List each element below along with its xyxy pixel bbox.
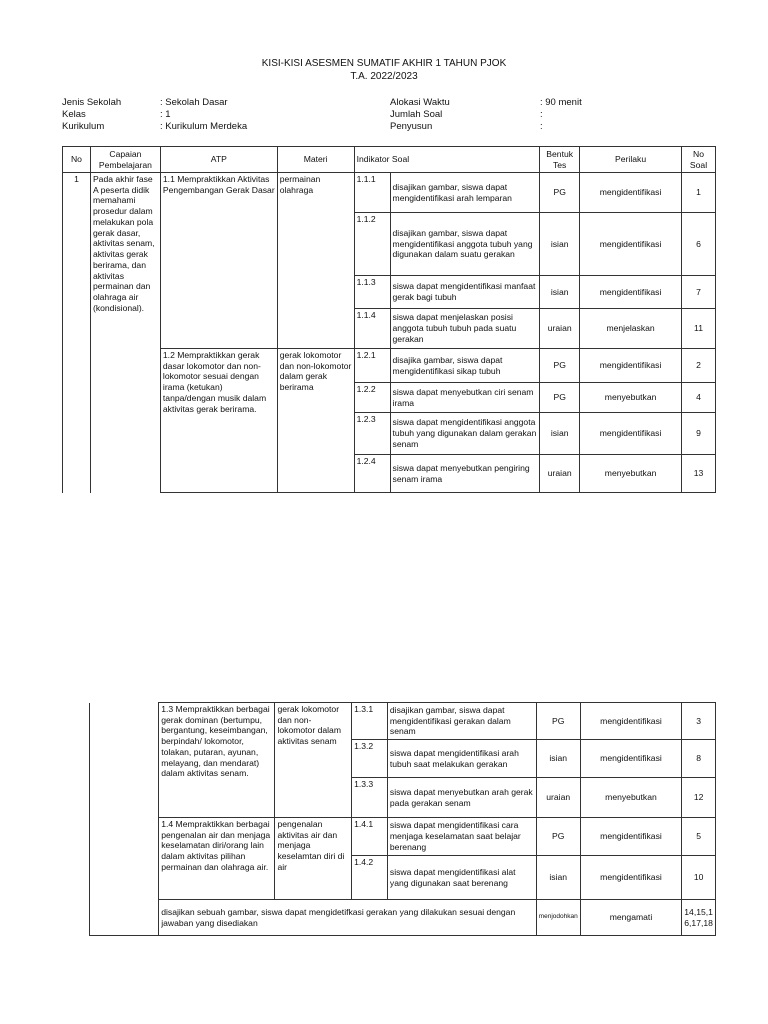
- no-soal: 10: [682, 856, 716, 900]
- no-soal: 3: [682, 703, 716, 740]
- indikator-code: 1.2.4: [354, 455, 390, 493]
- atp-1-3: 1.3 Mempraktikkan berbagai gerak dominan (bertumpu, bergantung, keseimbangan, berpindah/ lokomotor, tolakan, putaran, ayunan, melayang, dan mendarat) dalam aktivitas senam.: [159, 703, 275, 818]
- kisi-kisi-table-page1: [62, 146, 716, 493]
- table-header-row: [63, 147, 716, 173]
- table-row: [62, 703, 716, 740]
- bentuk-tes: isian: [540, 213, 580, 276]
- perilaku: mengidentifikasi: [580, 173, 682, 213]
- no-soal: 4: [682, 383, 716, 413]
- indikator-text: siswa dapat mengidentifikasi cara menjaga keselamatan saat belajar berenang: [387, 818, 536, 856]
- header-indikator: Indikator Soal: [354, 147, 540, 173]
- perilaku: mengidentifikasi: [580, 349, 682, 383]
- perilaku: mengidentifikasi: [580, 856, 681, 900]
- no-soal: 2: [682, 349, 716, 383]
- indikator-text: disajika gambar, siswa dapat mengidentifikasi sikap tubuh: [390, 349, 540, 383]
- indikator-text: siswa dapat mengidentifikasi anggota tubuh yang digunakan dalam gerakan senam: [390, 413, 540, 455]
- bentuk-tes: PG: [540, 173, 580, 213]
- indikator-code: 1.1.2: [354, 213, 390, 276]
- penyusun-label: Penyusun: [390, 121, 433, 132]
- no-soal: 14,15,16,17,18: [682, 900, 716, 936]
- perilaku: mengidentifikasi: [580, 740, 681, 778]
- empty-no-cell: [62, 703, 90, 936]
- perilaku: mengidentifikasi: [580, 818, 681, 856]
- jenis-sekolah-label: Jenis Sekolah: [62, 97, 122, 108]
- indikator-code: 1.1.4: [354, 309, 390, 349]
- kelas-value: : 1: [160, 109, 171, 120]
- indikator-text: siswa dapat menyebutkan pengiring senam irama: [390, 455, 540, 493]
- jumlah-soal-value: :: [540, 109, 543, 120]
- table-row: [62, 818, 716, 856]
- no-soal: 13: [682, 455, 716, 493]
- indikator-text: siswa dapat menyebutkan arah gerak pada gerakan senam: [387, 778, 536, 818]
- no-soal: 6: [682, 213, 716, 276]
- perilaku: mengidentifikasi: [580, 213, 682, 276]
- perilaku: mengidentifikasi: [580, 703, 681, 740]
- no-soal: 7: [682, 276, 716, 309]
- bentuk-tes: PG: [540, 349, 580, 383]
- atp-1-1: 1.1 Mempraktikkan Aktivitas Pengembangan Gerak Dasar: [160, 173, 277, 349]
- indikator-code: 1.2.3: [354, 413, 390, 455]
- perilaku: menyebutkan: [580, 455, 682, 493]
- no-soal: 11: [682, 309, 716, 349]
- bentuk-tes: uraian: [540, 455, 580, 493]
- indikator-text: siswa dapat menyebutkan ciri senam irama: [390, 383, 540, 413]
- document-title: KISI-KISI ASESMEN SUMATIF AKHIR 1 TAHUN PJOK: [261, 58, 507, 69]
- kurikulum-value: : Kurikulum Merdeka: [160, 121, 248, 132]
- indikator-text: disajikan gambar, siswa dapat mengidentifikasi arah lemparan: [390, 173, 540, 213]
- atp-1-2: 1.2 Mempraktikkan gerak dasar lokomotor dan non-lokomotor sesuai dengan irama (ketukan) tanpa/dengan musik dalam aktivitas gerak berirama.: [160, 349, 277, 493]
- header-bentuk: Bentuk Tes: [540, 147, 580, 173]
- no-soal: 8: [682, 740, 716, 778]
- perilaku: mengamati: [580, 900, 681, 936]
- bentuk-tes: isian: [536, 856, 580, 900]
- bentuk-tes: isian: [540, 413, 580, 455]
- perilaku: menyebutkan: [580, 778, 681, 818]
- no-soal: 12: [682, 778, 716, 818]
- no-soal: 5: [682, 818, 716, 856]
- kelas-label: Kelas: [62, 109, 86, 120]
- capaian-pembelajaran: Pada akhir fase A peserta didik memahami prosedur dalam melakukan pola gerak dasar, aktivitas senam, aktivitas gerak berirama, dan aktivitas permainan dan olahraga air (kondisional).: [90, 173, 160, 493]
- indikator-code: 1.4.2: [352, 856, 388, 900]
- indikator-text: siswa dapat mengidentifikasi manfaat gerak bagi tubuh: [390, 276, 540, 309]
- header-no-soal: No Soal: [682, 147, 716, 173]
- bentuk-tes: PG: [536, 703, 580, 740]
- perilaku: menjelaskan: [580, 309, 682, 349]
- jumlah-soal-label: Jumlah Soal: [390, 109, 443, 120]
- perilaku: menyebutkan: [580, 383, 682, 413]
- indikator-text: siswa dapat menjelaskan posisi anggota tubuh tubuh pada suatu gerakan: [390, 309, 540, 349]
- indikator-code: 1.3.3: [352, 778, 388, 818]
- header-atp: ATP: [160, 147, 277, 173]
- empty-capaian-cell: [90, 703, 159, 936]
- atp-1-4: 1.4 Mempraktikkan berbagai pengenalan air dan menjaga keselamatan diri/orang lain dalam aktivitas pilihan permainan dan olahraga air.: [159, 818, 275, 900]
- bentuk-tes: isian: [536, 740, 580, 778]
- bentuk-tes: isian: [540, 276, 580, 309]
- no-soal: 1: [682, 173, 716, 213]
- indikator-text: disajikan gambar, siswa dapat mengidentifikasi gerakan dalam senam: [387, 703, 536, 740]
- table-row: [63, 349, 716, 383]
- indikator-code: 1.1.1: [354, 173, 390, 213]
- header-no: No: [63, 147, 91, 173]
- header-capaian: Capaian Pembelajaran: [90, 147, 160, 173]
- indikator-code: 1.3.2: [352, 740, 388, 778]
- table-row: [63, 173, 716, 213]
- alokasi-value: : 90 menit: [540, 97, 582, 108]
- bentuk-tes: PG: [540, 383, 580, 413]
- indikator-text: disajikan gambar, siswa dapat mengidentifikasi anggota tubuh yang digunakan dalam suatu gerakan: [390, 213, 540, 276]
- indikator-text: siswa dapat mengidentifikasi alat yang digunakan saat berenang: [387, 856, 536, 900]
- materi-1-4: pengenalan aktivitas air dan menjaga keselamtan diri di air: [275, 818, 352, 900]
- bentuk-tes: PG: [536, 818, 580, 856]
- materi-1-3: gerak lokomotor dan non-lokomotor dalam aktivitas senam: [275, 703, 352, 818]
- indikator-code: 1.3.1: [352, 703, 388, 740]
- table-row: [62, 900, 716, 936]
- bentuk-tes: uraian: [536, 778, 580, 818]
- document-year: T.A. 2022/2023: [350, 71, 418, 82]
- perilaku: mengidentifikasi: [580, 276, 682, 309]
- kurikulum-label: Kurikulum: [62, 121, 105, 132]
- header-materi: Materi: [277, 147, 354, 173]
- kisi-kisi-table-page2: [62, 702, 716, 936]
- indikator-text: siswa dapat mengidentifikasi arah tubuh saat melakukan gerakan: [387, 740, 536, 778]
- indikator-text: disajikan sebuah gambar, siswa dapat mengidetifkasi gerakan yang dilakukan sesuai dengan jawaban yang disediakan: [159, 900, 536, 936]
- bentuk-tes: menjodohkan: [536, 900, 580, 936]
- penyusun-value: :: [540, 121, 543, 132]
- materi-1-2: gerak lokomotor dan non-lokomotor dalam gerak berirama: [277, 349, 354, 493]
- indikator-code: 1.4.1: [352, 818, 388, 856]
- no-soal: 9: [682, 413, 716, 455]
- indikator-code: 1.2.1: [354, 349, 390, 383]
- materi-1-1: permainan olahraga: [277, 173, 354, 349]
- jenis-sekolah-value: : Sekolah Dasar: [160, 97, 228, 108]
- indikator-code: 1.2.2: [354, 383, 390, 413]
- bentuk-tes: uraian: [540, 309, 580, 349]
- indikator-code: 1.1.3: [354, 276, 390, 309]
- header-perilaku: Perilaku: [580, 147, 682, 173]
- row-number: 1: [63, 173, 91, 493]
- alokasi-label: Alokasi Waktu: [390, 97, 450, 108]
- perilaku: mengidentifikasi: [580, 413, 682, 455]
